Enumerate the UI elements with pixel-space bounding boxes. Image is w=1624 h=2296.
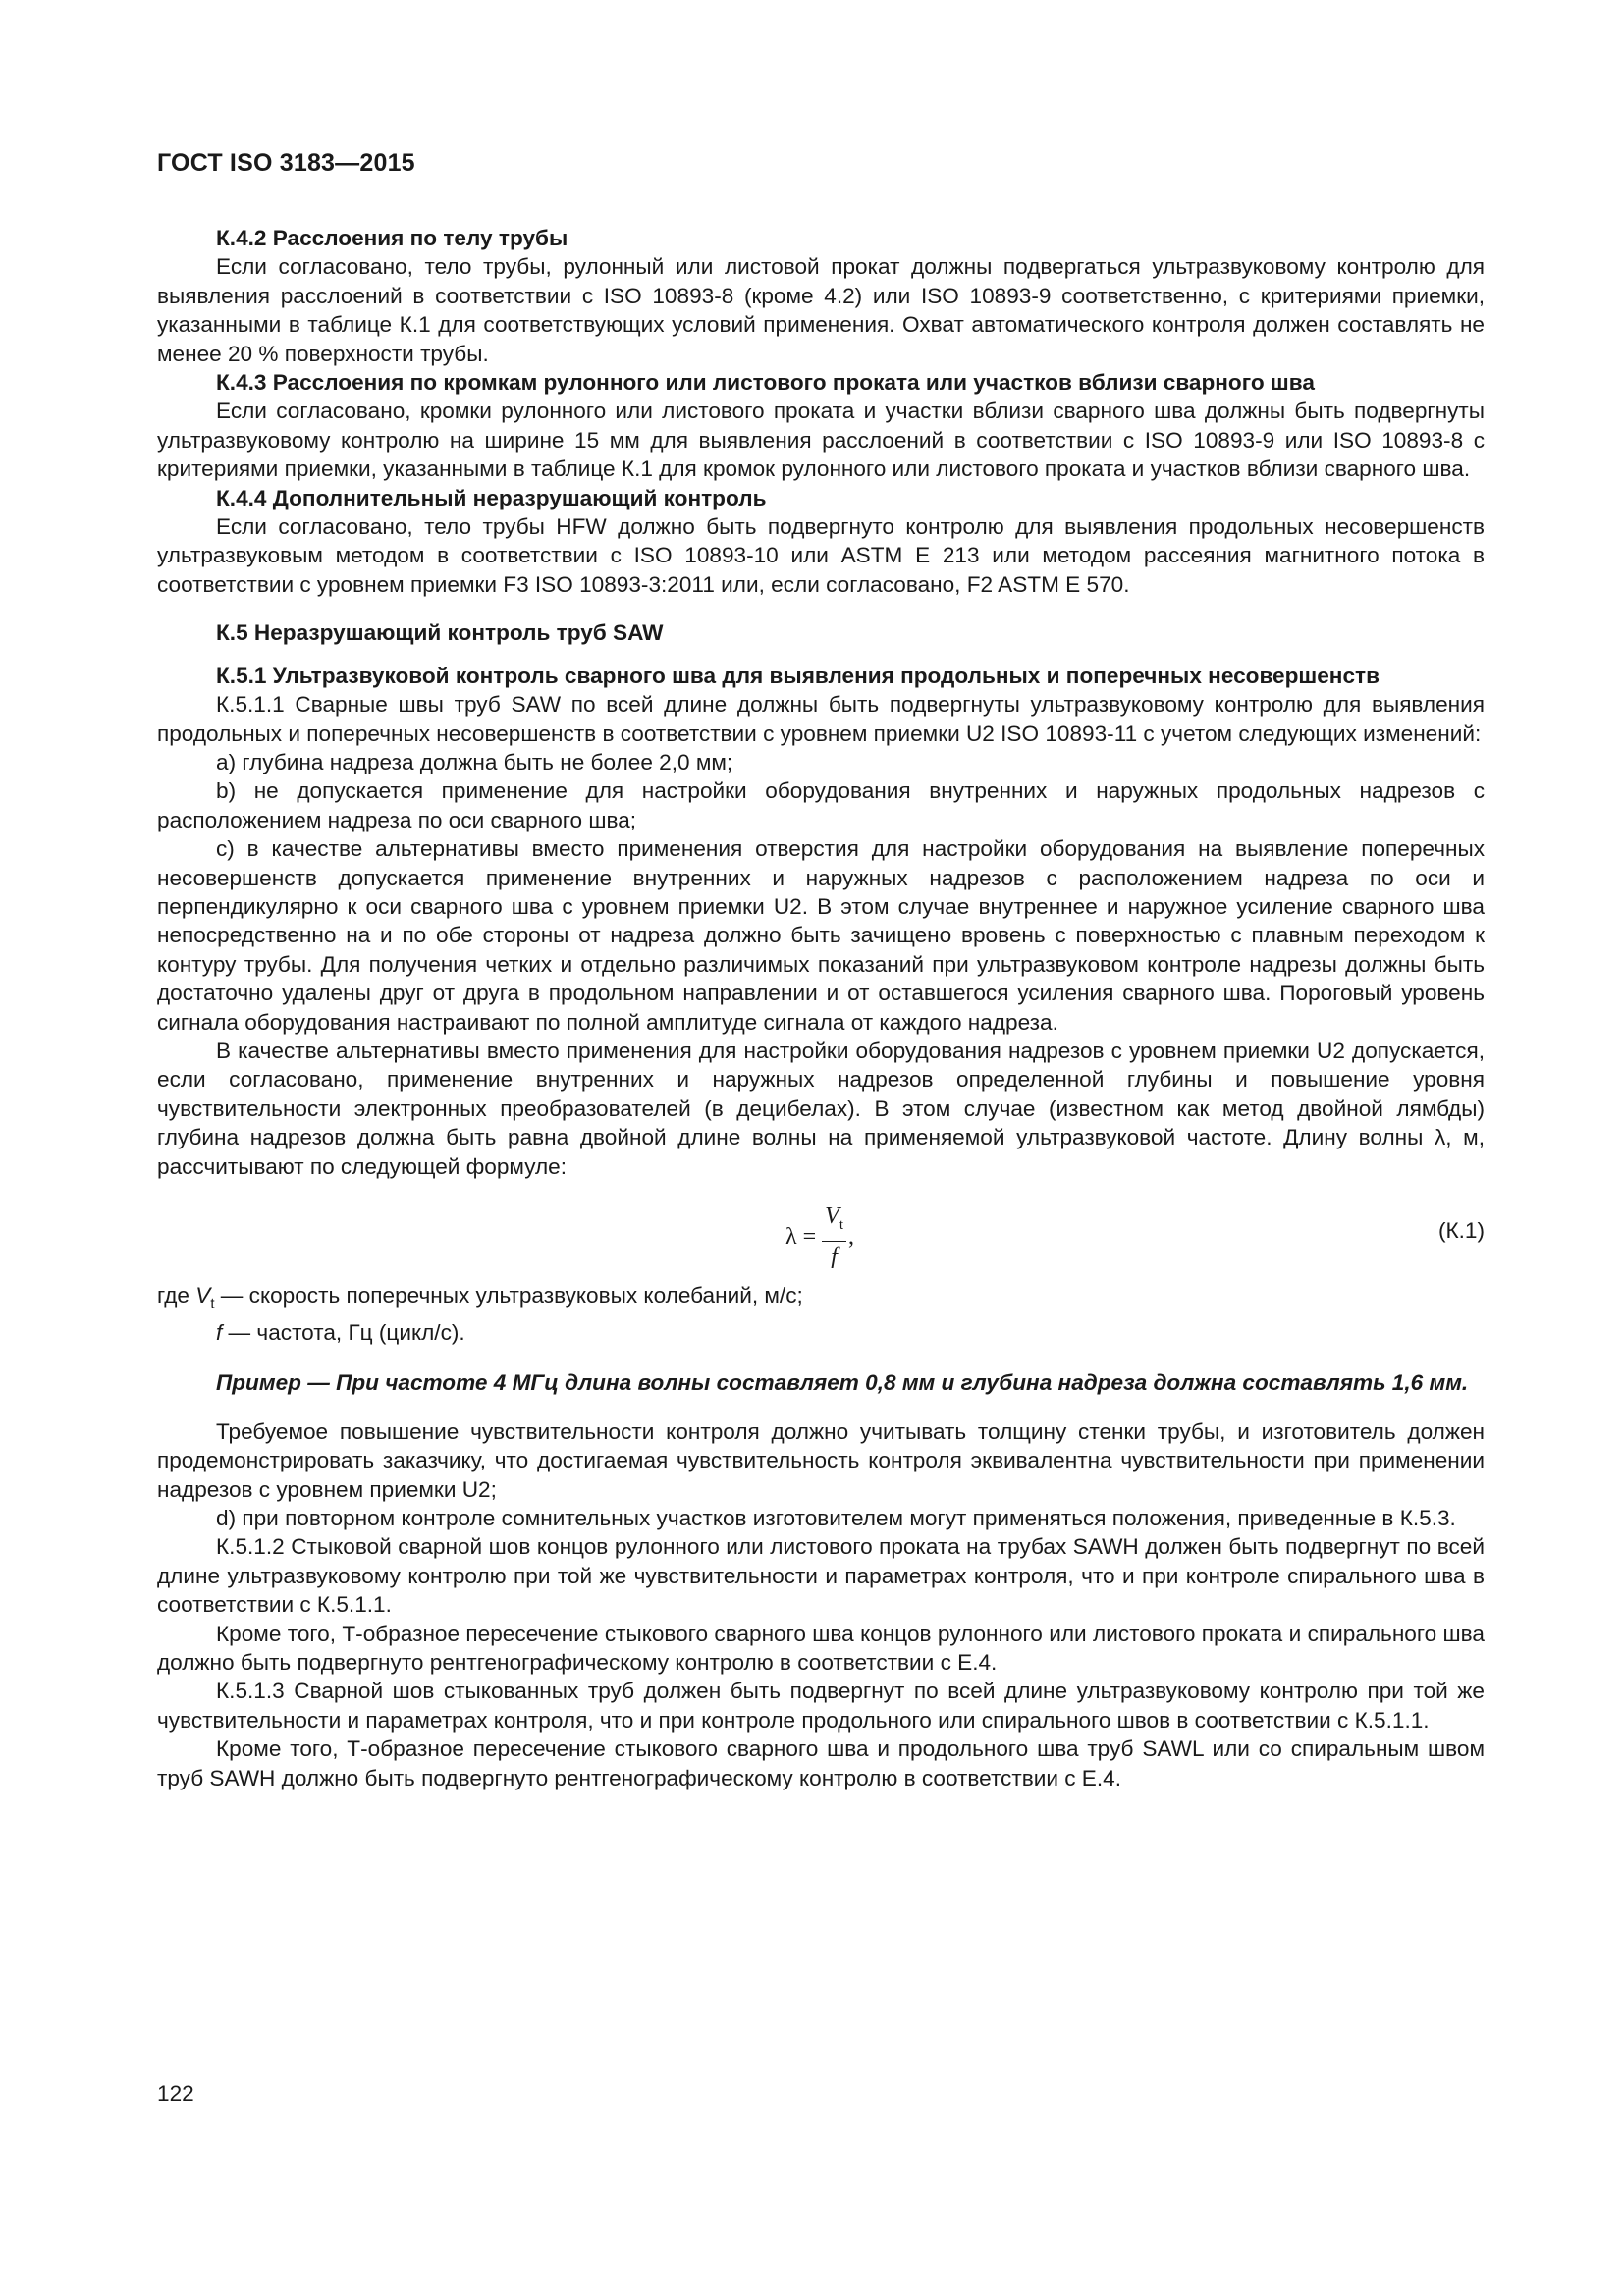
standard-header: ГОСТ ISO 3183—2015	[157, 149, 415, 177]
section-k44-text: Если согласовано, тело трубы HFW должно быть подвергнуто контролю для выявления продольных несовершенств ультразвуковым методом в соответствии с ISO 10893-10 или ASTM E 213 или методом рассеяния магнитного потока в соответствии с уровнем приемки F3 ISO 10893-3:2011 или, если согласовано, F2 ASTM E 570.	[157, 514, 1485, 597]
formula-trail: ,	[848, 1223, 855, 1250]
section-k42-title: К.4.2 Расслоения по телу трубы	[216, 226, 568, 250]
document-body	[157, 224, 1485, 1792]
section-k43-title: К.4.3 Расслоения по кромкам рулонного или листового проката или участков вблизи сварного шва	[216, 370, 1315, 396]
list-item-a: a) глубина надреза должна быть не более 2,0 мм;	[216, 749, 733, 774]
formula-fraction	[822, 1202, 846, 1272]
formula-numerator: $V_t$	[822, 1202, 846, 1242]
section-k42-text: Если согласовано, тело трубы, рулонный или листовой прокат должны подвергаться ультразвуковому контролю для выявления расслоений в соответствии с ISO 10893-8 (кроме 4.2) или ISO 10893-9 соответственно, с критериями приемки, указанными в таблице К.1 для соответствующих условий применения. Охват автоматического контроля должен составлять не менее 20 % поверхности трубы.	[157, 254, 1485, 366]
section-k51-title: К.5.1 Ультразвуковой контроль сварного шва для выявления продольных и поперечных несовершенств	[216, 663, 1380, 688]
alternative-text: В качестве альтернативы вместо применения для настройки оборудования надрезов с уровнем приемки U2 допускается, если согласовано, применение внутренних и наружных надрезов определенной глубины и повышение уровня чувствительности электронных преобразователей (в децибелах). В этом случае (известном как метод двойной лямбды) глубина надрезов должна быть равна двойной длине волны на применяемой ультразвуковой частоте. Длину волны λ, м, рассчитывают по следующей формуле:	[157, 1038, 1485, 1179]
page-number: 122	[157, 2081, 194, 2106]
section-k513-text: К.5.1.3 Сварной шов стыкованных труб должен быть подвергнут по всей длине ультразвуковому контролю при той же чувствительности и параметрах контроля, что и при контроле продольного или спирального швов в соответствии с К.5.1.1.	[157, 1679, 1485, 1733]
example-note: Пример — При частоте 4 МГц длина волны составляет 0,8 мм и глубина надреза должна составлять 1,6 мм.	[216, 1370, 1469, 1396]
formula-k1	[157, 1195, 1485, 1275]
formula-lhs: λ =	[785, 1223, 817, 1250]
where-line-1: где $V_t$ — скорость поперечных ультразвуковых колебаний, м/с;	[157, 1283, 803, 1312]
section-k513-extra: Кроме того, Т-образное пересечение стыкового сварного шва и продольного шва труб SAWL или со спиральным швом труб SAWH должно быть подвергнуто рентгенографическому контролю в соответствии с Е.4.	[157, 1736, 1485, 1790]
section-k511-text: К.5.1.1 Сварные швы труб SAW по всей длине должны быть подвергнуты ультразвуковому контролю для выявления продольных и поперечных несовершенств в соответствии с уровнем приемки U2 ISO 10893-11 с учетом следующих изменений:	[157, 692, 1485, 746]
section-k43-text: Если согласовано, кромки рулонного или листового проката и участки вблизи сварного шва должны быть подвергнуты ультразвуковому контролю на ширине 15 мм для выявления расслоений в соответствии с ISO 10893-9 или ISO 10893-8 с критериями приемки, указанными в таблице К.1 для кромок рулонного или листового проката и участков вблизи сварного шва.	[157, 399, 1485, 482]
equation-number: (К.1)	[1437, 1218, 1485, 1243]
where-line-2: f — частота, Гц (цикл/с).	[216, 1319, 465, 1345]
formula-denominator: f	[831, 1244, 838, 1270]
section-k44-title: К.4.4 Дополнительный неразрушающий контроль	[216, 485, 767, 510]
formula-expression	[785, 1202, 854, 1272]
section-k512-text: К.5.1.2 Стыковой сварной шов концов рулонного или листового проката на трубах SAWH должен быть подвергнут по всей длине ультразвуковому контролю при той же чувствительности и параметрах контроля, что и при контроле спирального шва в соответствии с К.5.1.1.	[157, 1534, 1485, 1618]
requirement-text: Требуемое повышение чувствительности контроля должно учитывать толщину стенки трубы, и изготовитель должен продемонстрировать заказчику, что достигаемая чувствительность контроля эквивалентна чувствительности при применении надрезов с уровнем приемки U2;	[157, 1418, 1485, 1502]
list-item-d: d) при повторном контроле сомнительных участков изготовителем могут применяться положения, приведенные в К.5.3.	[216, 1505, 1456, 1530]
section-k512-extra: Кроме того, Т-образное пересечение стыкового сварного шва концов рулонного или листового проката и спирального шва должно быть подвергнуто рентгенографическому контролю в соответствии с Е.4.	[157, 1621, 1485, 1675]
list-item-b: b) не допускается применение для настройки оборудования внутренних и наружных продольных надрезов с расположением надреза по оси сварного шва;	[157, 778, 1485, 832]
section-k5-title: К.5 Неразрушающий контроль труб SAW	[216, 620, 664, 646]
list-item-c: c) в качестве альтернативы вместо применения отверстия для настройки оборудования на выявление поперечных несовершенств допускается применение внутренних и наружных надрезов с расположением надреза по оси и перпендикулярно к оси сварного шва с уровнем приемки U2. В этом случае внутреннее и наружное усиление сварного шва непосредственно на и по обе стороны от надреза должно быть зачищено вровень с поверхностью с плавным переходом к контуру трубы. Для получения четких и отдельно различимых показаний при ультразвуковом контроле надрезы должны быть достаточно удалены друг от друга в продольном направлении и от оставшегося усиления сварного шва. Пороговый уровень сигнала оборудования настраивают по полной амплитуде сигнала от каждого надреза.	[157, 836, 1485, 1035]
